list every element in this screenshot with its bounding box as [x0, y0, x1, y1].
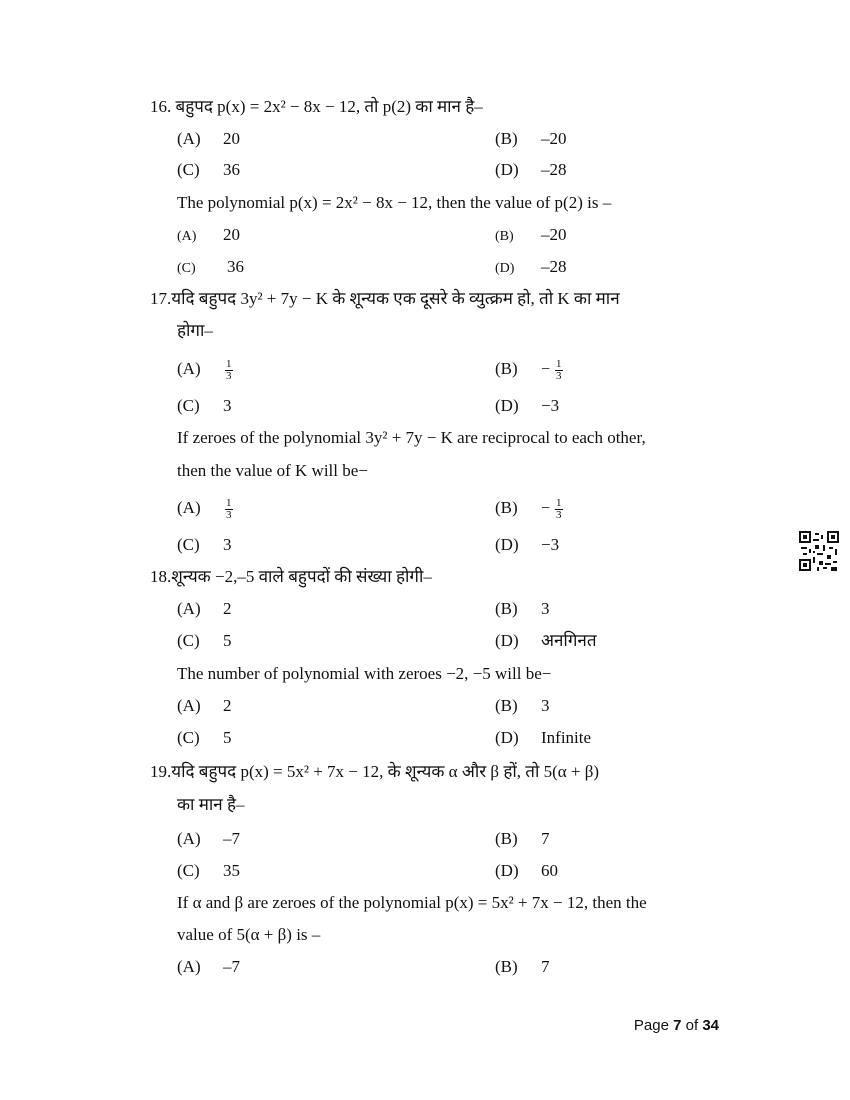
- option-value: 2: [223, 696, 232, 715]
- fraction-numerator: 1: [556, 357, 562, 370]
- option-value: 36: [227, 257, 244, 276]
- q19-hopt-d: [495, 860, 558, 882]
- q19-english-line1: If α and β are zeroes of the polynomial p(x) = 5x² + 7x − 12, then the: [177, 893, 647, 912]
- fraction-denominator: 3: [226, 508, 232, 521]
- page-number: [634, 1017, 719, 1034]
- q16-eopt-b: [495, 224, 567, 248]
- q18-hopt-c: [177, 630, 232, 652]
- option-label: (D): [495, 861, 519, 880]
- q17-hopt-b: [495, 358, 563, 382]
- option-value: 20: [223, 129, 240, 148]
- option-value: 3: [541, 599, 550, 618]
- option-value: 20: [223, 225, 240, 244]
- q19-hindi-line1: 19.यदि बहुपद p(x) = 5x² + 7x − 12, के शून्यक α और β हों, तो 5(α + β): [150, 762, 600, 781]
- option-value: 5: [223, 631, 232, 650]
- q19-hindi-line2: का मान है–: [177, 795, 245, 814]
- option-label: (C): [177, 396, 200, 415]
- fraction-denominator: 3: [226, 369, 232, 382]
- option-label: (B): [495, 696, 518, 715]
- q19-eopt-b: [495, 956, 550, 978]
- option-value: –28: [541, 257, 567, 276]
- option-label: (A): [177, 599, 201, 618]
- fraction-numerator: 1: [226, 357, 232, 370]
- option-label: (B): [495, 129, 518, 148]
- q16-eopt-d: [495, 256, 567, 280]
- option-value: अनगिनत: [541, 631, 597, 650]
- option-value: 7: [541, 957, 550, 976]
- option-label: (B): [495, 229, 514, 244]
- option-value: –20: [541, 129, 567, 148]
- minus-sign: −: [541, 500, 551, 518]
- option-label: (B): [495, 498, 518, 517]
- option-label: (C): [177, 261, 196, 276]
- option-label: (A): [177, 957, 201, 976]
- option-label: (A): [177, 696, 201, 715]
- fraction: [555, 498, 563, 521]
- q16-hindi: 16. बहुपद p(x) = 2x² − 8x − 12, तो p(2) का मान है–: [150, 97, 483, 116]
- qr-code-icon: [799, 531, 839, 571]
- option-value: 7: [541, 829, 550, 848]
- option-label: (D): [495, 396, 519, 415]
- option-value: 3: [223, 396, 232, 415]
- q17-hopt-a: [177, 358, 233, 382]
- option-label: (D): [495, 728, 519, 747]
- q16-english: The polynomial p(x) = 2x² − 8x − 12, then the value of p(2) is –: [177, 193, 612, 212]
- option-value: Infinite: [541, 728, 592, 747]
- fraction-denominator: 3: [556, 369, 562, 382]
- option-value: 36: [223, 160, 240, 179]
- q17-english-line2: then the value of K will be−: [177, 461, 368, 480]
- fraction: [225, 498, 233, 521]
- option-label: (C): [177, 861, 200, 880]
- option-label: (B): [495, 829, 518, 848]
- q17-hindi-line1: 17.यदि बहुपद 3y² + 7y − K के शून्यक एक दूसरे के व्युत्क्रम हो, तो K का मान: [150, 289, 620, 308]
- option-label: (C): [177, 160, 200, 179]
- option-label: (A): [177, 229, 197, 244]
- q19-hopt-a: [177, 828, 240, 850]
- option-label: (C): [177, 535, 200, 554]
- option-value: 3: [541, 696, 550, 715]
- option-value: 2: [223, 599, 232, 618]
- page-word: Page: [633, 1017, 669, 1034]
- option-label: (A): [177, 129, 201, 148]
- q18-hopt-a: [177, 598, 232, 620]
- option-value: 60: [541, 861, 558, 880]
- q19-english-line2: value of 5(α + β) is –: [177, 925, 321, 944]
- q16-eopt-a: [177, 224, 240, 248]
- option-value: –20: [541, 225, 567, 244]
- total-pages: 34: [702, 1017, 719, 1034]
- fraction-denominator: 3: [556, 508, 562, 521]
- option-label: (D): [495, 261, 515, 276]
- option-label: (B): [495, 957, 518, 976]
- q16-hopt-a: [177, 128, 240, 150]
- option-label: (C): [177, 728, 200, 747]
- option-value: 5: [223, 728, 232, 747]
- option-value: –7: [223, 957, 240, 976]
- option-value: −3: [541, 396, 560, 415]
- q17-hopt-d: [495, 395, 559, 417]
- q18-english: The number of polynomial with zeroes −2, −5 will be−: [177, 664, 552, 683]
- fraction-numerator: 1: [226, 496, 232, 509]
- option-label: (B): [495, 359, 518, 378]
- of-word: of: [685, 1017, 699, 1034]
- option-label: (A): [177, 359, 201, 378]
- q16-hopt-d: [495, 159, 567, 181]
- q18-hopt-b: [495, 598, 550, 620]
- q17-eopt-a: [177, 497, 233, 521]
- minus-sign: −: [541, 361, 551, 379]
- option-label: (B): [495, 599, 518, 618]
- q17-eopt-d: [495, 534, 559, 556]
- q16-hopt-b: [495, 128, 567, 150]
- q18-eopt-a: [177, 695, 232, 717]
- option-label: (D): [495, 631, 519, 650]
- q18-eopt-b: [495, 695, 550, 717]
- option-label: (A): [177, 498, 201, 517]
- option-value: –28: [541, 160, 567, 179]
- q17-eopt-b: [495, 497, 563, 521]
- q18-eopt-d: [495, 727, 591, 749]
- q18-eopt-c: [177, 727, 232, 749]
- option-value: −3: [541, 535, 560, 554]
- option-value: 3: [223, 535, 232, 554]
- option-label: (C): [177, 631, 200, 650]
- q17-hopt-c: [177, 395, 232, 417]
- q19-eopt-a: [177, 956, 240, 978]
- q16-eopt-c: [177, 256, 244, 280]
- option-label: (D): [495, 535, 519, 554]
- q17-hindi-line2: होगा–: [177, 321, 213, 340]
- fraction-numerator: 1: [556, 496, 562, 509]
- q16-hopt-c: [177, 159, 240, 181]
- q18-hindi: 18.शून्यक −2,–5 वाले बहुपदों की संख्या होगी–: [150, 567, 432, 586]
- q17-eopt-c: [177, 534, 232, 556]
- fraction: [225, 359, 233, 382]
- q19-hopt-c: [177, 860, 240, 882]
- q18-hopt-d: [495, 630, 597, 652]
- fraction: [555, 359, 563, 382]
- q19-hopt-b: [495, 828, 550, 850]
- option-label: (A): [177, 829, 201, 848]
- option-label: (D): [495, 160, 519, 179]
- option-value: –7: [223, 829, 240, 848]
- option-value: 35: [223, 861, 240, 880]
- current-page: 7: [673, 1017, 682, 1034]
- q17-english-line1: If zeroes of the polynomial 3y² + 7y − K are reciprocal to each other,: [177, 428, 646, 447]
